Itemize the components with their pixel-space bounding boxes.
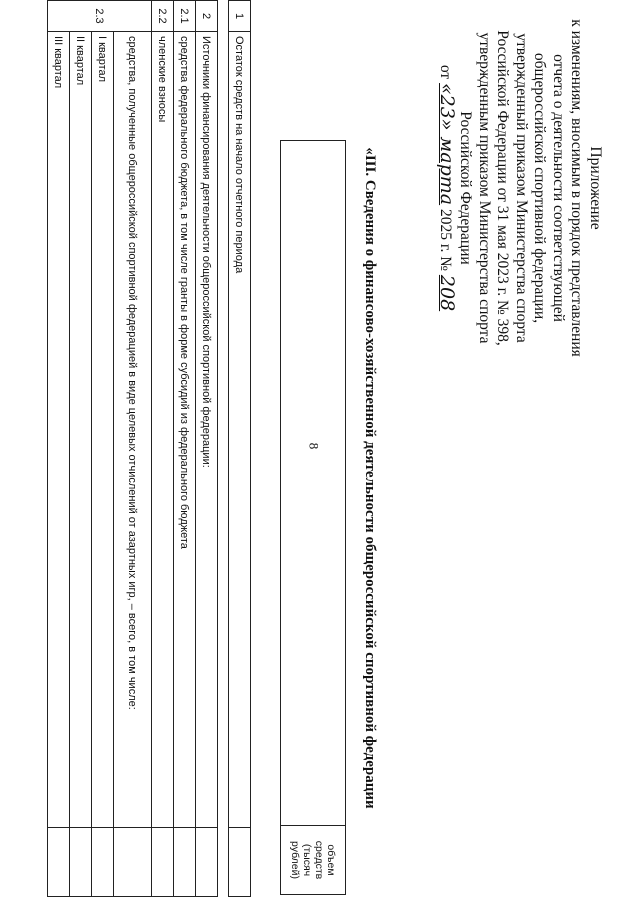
row-value: [229, 828, 251, 897]
row-value: [92, 828, 114, 897]
row-value: [152, 828, 174, 897]
handwritten-date: «23» марта: [436, 83, 458, 206]
row-label: средства федерального бюджета, в том числе гранты в форме субсидий из федерального бюджета: [174, 32, 196, 828]
row-label: II квартал: [70, 32, 92, 828]
row-number: 2: [196, 1, 218, 32]
row-number: 2.3: [48, 1, 152, 32]
appendix-title: Приложение: [587, 146, 604, 230]
appendix-line: отчета о деятельности соответствующей: [550, 54, 567, 322]
appendix-line: утвержденный приказом Министерства спорта: [513, 33, 530, 343]
row-value: [48, 828, 70, 897]
row-label: I квартал: [92, 32, 114, 828]
row-value: [174, 828, 196, 897]
row-value: [196, 828, 218, 897]
row-number: 2.2: [152, 1, 174, 32]
row-label: членские взносы: [152, 32, 174, 828]
unit-header-cell: объем средств (тысяч рублей): [281, 826, 346, 895]
appendix-block: [436, 8, 605, 368]
row-label: Остаток средств на начало отчетного периода: [229, 32, 251, 828]
row-number: 1: [229, 1, 251, 32]
row-label: III квартал: [48, 32, 70, 828]
page-number: 8: [306, 442, 322, 450]
header-table: [280, 140, 346, 895]
header-empty-cell: [281, 141, 346, 826]
row-value: [70, 828, 92, 897]
appendix-date: от «23» марта 2025 г. № 208: [436, 64, 458, 312]
appendix-line: Российской Федерации: [457, 111, 475, 265]
finance-table: [47, 0, 251, 897]
section-title: «III. Сведения о финансово-хозяйственной деятельности общероссийской спортивной федерации: [362, 147, 378, 809]
appendix-line: утвержденным приказом Министерства спорта: [476, 32, 493, 344]
appendix-line: общероссийской спортивной федерации,: [531, 52, 549, 324]
row-number: 2.1: [174, 1, 196, 32]
handwritten-order-number: 208: [436, 274, 458, 312]
row-label: средства, полученные общероссийской спортивной федерацией в виде целевых отчислений от азартных игр, – всего, в том числе:: [114, 32, 152, 828]
appendix-line: Российской Федерации от 31 мая 2023 г. № 398,: [494, 30, 512, 346]
row-value: [114, 828, 152, 897]
appendix-line: к изменениям, вносимым в порядок представления: [568, 19, 586, 357]
row-label: Источники финансирования деятельности общероссийской спортивной федерации:: [196, 32, 218, 828]
